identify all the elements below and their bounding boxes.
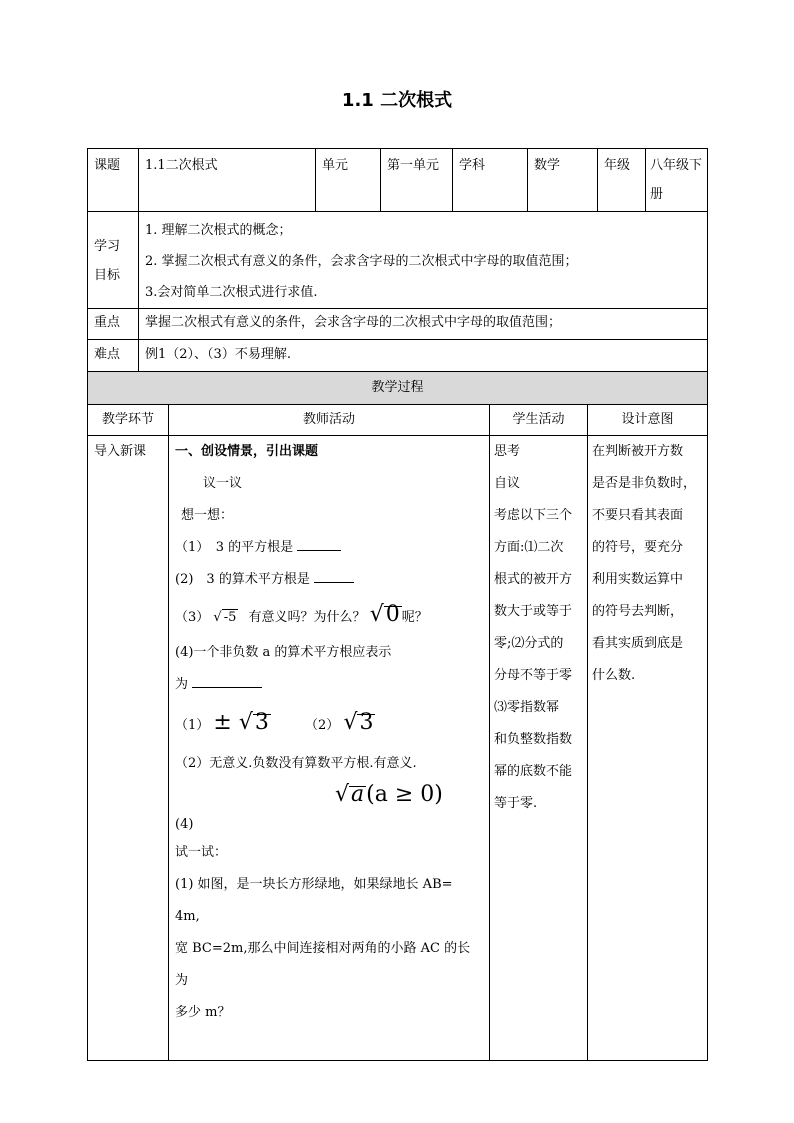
section-title: 一、创设情景，引出课题 — [175, 444, 319, 459]
sqrt-a-expr: √a(a ≥ 0) — [335, 782, 443, 807]
question-4: (4)一个非负数 a 的算术平方根应表示 — [175, 645, 392, 660]
question-1 — [175, 532, 483, 564]
intro-row — [88, 436, 708, 1061]
answer-3: （2）无意义.负数没有算数平方根.有意义. — [175, 756, 417, 771]
problem-line: 宽 BC=2m,那么中间连接相对两角的小路 AC 的长为 — [175, 941, 471, 988]
sqrt-zero-expr: √0 — [369, 602, 400, 627]
student-line: ⑶零指数幂 — [494, 700, 560, 715]
process-header: 教学过程 — [88, 372, 708, 405]
intent-line: 是否是非负数时， — [592, 476, 697, 491]
goal-item: 3.会对简单二次根式进行求值. — [145, 285, 318, 300]
student-line: 数大于或等于 — [494, 604, 573, 619]
col-student: 学生活动 — [490, 405, 588, 436]
intent-line: 的符号去判断， — [592, 604, 684, 619]
goals-label: 学习目标 — [88, 212, 139, 309]
difficulty-text: 例1（2）、（3）不易理解. — [139, 340, 708, 373]
student-line: 考虑以下三个 — [494, 508, 573, 523]
subject-label: 学科 — [453, 149, 528, 212]
process-table — [87, 371, 708, 1061]
lesson-info-table — [87, 148, 708, 373]
topic-value: 1.1二次根式 — [139, 149, 316, 212]
problem-line: (1) 如图，是一块长方形绿地，如果绿地长 AB= — [175, 877, 453, 892]
design-intent — [588, 436, 708, 1061]
question-3-mid: 有意义吗？为什么？ — [248, 610, 366, 625]
intent-line: 的符号，要充分 — [592, 540, 684, 555]
student-line: 思考 — [494, 444, 521, 459]
intent-line: 不要只看其表面 — [592, 508, 684, 523]
grade-value: 八年级下册 — [646, 149, 708, 212]
goal-item: 1. 理解二次根式的概念； — [145, 223, 292, 238]
student-activity — [490, 436, 588, 1061]
answers-1-2 — [175, 701, 483, 748]
student-line: 等于零. — [494, 796, 538, 811]
question-4-cont: 为 — [175, 669, 483, 701]
try-label: 试一试： — [175, 845, 228, 860]
problem-line: 4m, — [175, 909, 200, 924]
col-stage: 教学环节 — [88, 405, 169, 436]
student-line: 和负整数指数 — [494, 732, 573, 747]
question-3 — [175, 596, 483, 637]
goals-content — [139, 212, 708, 309]
intent-line: 什么数. — [592, 668, 636, 683]
question-3-prefix: （3） — [175, 610, 210, 625]
answer-1-label: （1） — [175, 718, 210, 733]
question-1-text: （1） 3 的平方根是 — [175, 540, 294, 555]
think-label: 想一想： — [181, 508, 234, 523]
teacher-activity — [169, 436, 490, 1061]
question-2-text: (2) 3 的算术平方根是 — [175, 572, 310, 587]
answer-4-formula — [175, 780, 483, 813]
student-line: 根式的被开方 — [494, 572, 573, 587]
stage-cell: 导入新课 — [88, 436, 169, 1061]
answer-1-expr: ± √3 — [213, 710, 269, 735]
goal-item: 2. 掌握二次根式有意义的条件，会求含字母的二次根式中字母的取值范围； — [145, 254, 578, 269]
answer-blank — [192, 686, 262, 688]
process-header-row — [88, 372, 708, 405]
intent-line: 利用实数运算中 — [592, 572, 684, 587]
student-line: 幂的底数不能 — [494, 764, 573, 779]
sqrt-neg5-expr: √ -5 — [213, 610, 237, 625]
student-line: 零;⑵分式的 — [494, 636, 564, 651]
unit-label: 单元 — [316, 149, 381, 212]
key-point-row — [88, 309, 708, 340]
col-teacher: 教师活动 — [169, 405, 490, 436]
key-point-label: 重点 — [88, 309, 139, 340]
question-3-suffix: 呢？ — [401, 610, 428, 625]
question-2 — [175, 564, 483, 596]
grade-label: 年级 — [598, 149, 646, 212]
answer-2-expr: √3 — [343, 710, 374, 735]
page-title: 1.1 二次根式 — [341, 90, 453, 111]
topic-label: 课题 — [88, 149, 139, 212]
column-header-row — [88, 405, 708, 436]
goals-row — [88, 212, 708, 309]
answer-blank — [297, 549, 341, 551]
topic-row — [88, 149, 708, 212]
col-intent: 设计意图 — [588, 405, 708, 436]
answer-4-label: (4) — [175, 817, 194, 832]
subject-value: 数学 — [528, 149, 598, 212]
student-line: 自议 — [494, 476, 521, 491]
student-line: 方面:⑴二次 — [494, 540, 564, 555]
student-line: 分母不等于零 — [494, 668, 573, 683]
answer-2-label: （2） — [305, 718, 340, 733]
discuss-label: 议一议 — [203, 476, 243, 491]
difficulty-label: 难点 — [88, 340, 139, 373]
intent-line: 看其实质到底是 — [592, 636, 684, 651]
unit-value: 第一单元 — [381, 149, 453, 212]
answer-blank — [314, 581, 354, 583]
problem-line: 多少 m？ — [175, 1005, 231, 1020]
difficulty-row — [88, 340, 708, 373]
key-point-text: 掌握二次根式有意义的条件，会求含字母的二次根式中字母的取值范围； — [139, 309, 708, 340]
intent-line: 在判断被开方数 — [592, 444, 684, 459]
